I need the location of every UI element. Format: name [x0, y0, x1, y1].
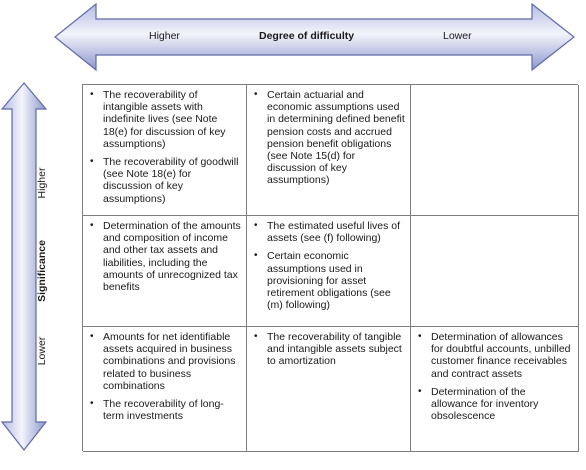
bullet-icon: • [254, 220, 258, 231]
bullet-icon: • [254, 250, 258, 262]
difficulty-lower-label: Lower [443, 30, 472, 42]
list-item [87, 331, 242, 392]
list-item-text: The recoverability of tangible and intangible assets subject to amortization [267, 331, 402, 368]
bullet-icon: • [90, 156, 94, 168]
bullet-list [251, 331, 406, 368]
list-item [87, 398, 242, 422]
list-item-text: The recoverability of goodwill (see Note 18(e) for discussion of key assumptions) [103, 156, 239, 205]
difficulty-title: Degree of difficulty [259, 30, 355, 42]
significance-lower-label: Lower [36, 336, 48, 366]
matrix-cell-lower-significance-middle-difficulty [247, 327, 411, 452]
bullet-list [87, 220, 242, 293]
list-item-text: The recoverability of long-term investments [103, 398, 224, 423]
matrix-cell-middle-significance-lower-difficulty [411, 216, 579, 327]
significance-title: Significance [36, 240, 48, 302]
list-item [415, 386, 574, 423]
list-item [87, 220, 242, 293]
list-item [415, 331, 574, 380]
list-item-text: Determination of allowances for doubtful accounts, unbilled customer finance receivables and contract assets [431, 331, 571, 380]
bullet-icon: • [418, 385, 422, 397]
list-item [251, 331, 406, 368]
matrix-cell-middle-significance-middle-difficulty [247, 216, 411, 327]
matrix-cell-middle-significance-higher-difficulty [83, 216, 247, 327]
list-item-text: Determination of the amounts and composition of income and other tax assets and liabilities, including the amounts of unrecognized tax benefits [103, 220, 241, 294]
bullet-icon: • [90, 398, 94, 410]
bullet-list [251, 220, 406, 311]
list-item-text: Certain actuarial and economic assumptions used in determining defined benefit pension costs and accrued pension benefit obligations (see Note 15(d) for discussion of key assumptions) [267, 89, 405, 187]
matrix-cell-lower-significance-lower-difficulty [411, 327, 579, 452]
list-item [251, 250, 406, 311]
list-item [87, 156, 242, 205]
bullet-list [87, 89, 242, 205]
matrix-cell-lower-significance-higher-difficulty [83, 327, 247, 452]
list-item-text: The estimated useful lives of assets (see (f) following) [267, 220, 401, 245]
bullet-icon: • [90, 331, 94, 342]
list-item-text: The recoverability of intangible assets with indefinite lives (see Note 18(e) for discussion of key assumptions) [103, 89, 226, 150]
matrix-cell-higher-significance-middle-difficulty [247, 85, 411, 216]
list-item [251, 89, 406, 187]
list-item [87, 89, 242, 150]
list-item-text: Determination of the allowance for inventory obsolescence [431, 385, 539, 423]
list-item [251, 220, 406, 244]
bullet-icon: • [254, 331, 258, 342]
list-item-text: Amounts for net identifiable assets acquired in business combinations and provisions related to business combinations [103, 331, 236, 392]
bullet-list [415, 331, 574, 422]
difficulty-higher-label: Higher [149, 30, 180, 42]
matrix-cell-higher-significance-higher-difficulty [83, 85, 247, 216]
bullet-icon: • [90, 89, 94, 100]
matrix-cell-higher-significance-lower-difficulty [411, 85, 579, 216]
bullet-list [251, 89, 406, 187]
bullet-list [87, 331, 242, 422]
bullet-icon: • [418, 331, 422, 342]
matrix-grid [82, 84, 578, 451]
list-item-text: Certain economic assumptions used in provisioning for asset retirement obligations (see (m) following) [267, 250, 391, 312]
bullet-icon: • [90, 220, 94, 231]
bullet-icon: • [254, 89, 258, 100]
significance-higher-label: Higher [36, 167, 48, 199]
